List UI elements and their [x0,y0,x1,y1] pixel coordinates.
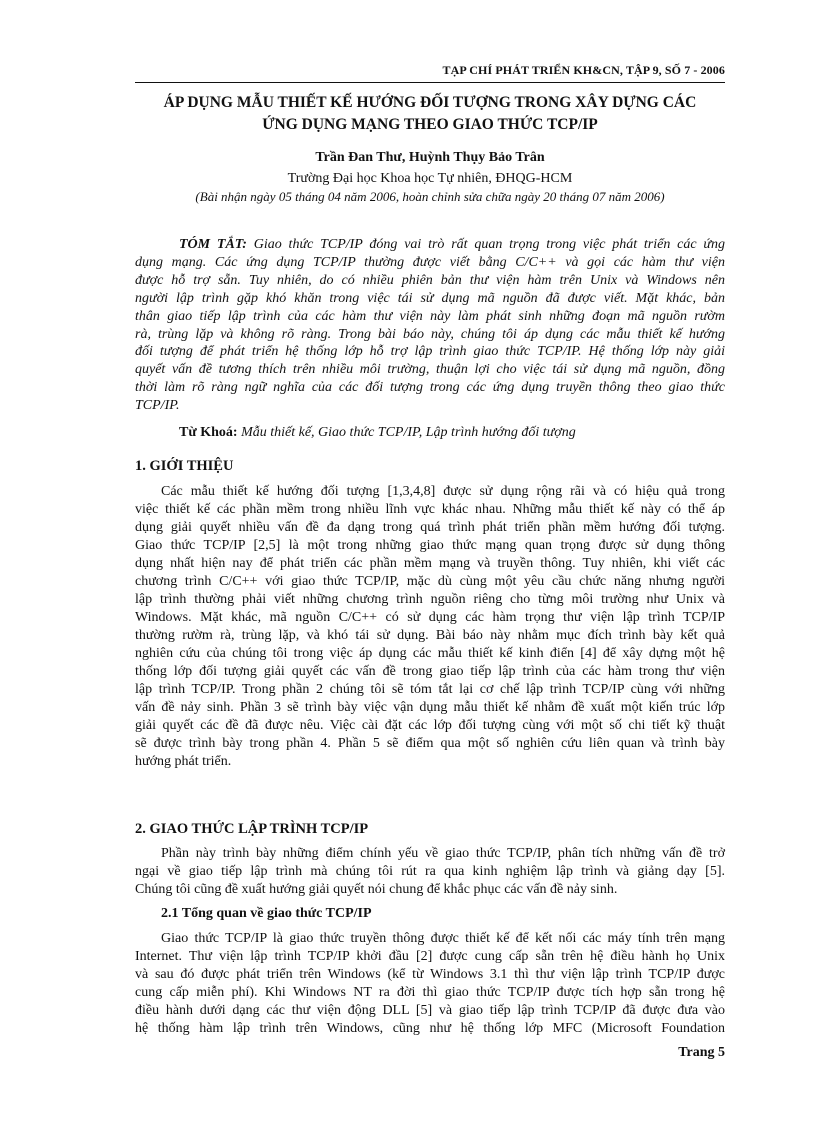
paragraph-line: thường rườm rà, trùng lặp, và khó tái sử dụng. Bài báo này nhằm mục đích trình bày kết quả [135,628,725,643]
abstract-line: dụng mạng. Các ứng dụng TCP/IP thường được viết bằng C/C++ và gọi các hàm thư viện [135,254,725,270]
journal-header: TẠP CHÍ PHÁT TRIỂN KH&CN, TẬP 9, SỐ 7 - 2006 [442,63,725,77]
paragraph-line: Windows. Mặt khác, mã nguồn C/C++ có sử dụng các hàm trọng thư viện lập trình TCP/IP [135,610,725,625]
abstract-line: được hỗ trợ sẵn. Tuy nhiên, do có nhiều phiên bản thư viện hàm trên Unix và Windows nên [135,272,725,288]
paragraph-line: Internet. Thư viện lập trình TCP/IP khởi đầu [2] được cung cấp sẵn trên hệ điều hành họ Unix [135,949,725,964]
abstract [135,236,725,415]
paragraph-line: vấn đề nảy sinh. Phần 3 sẽ trình bày việc vận dụng mẫu thiết kế nhằm đề xuất một kiến trúc lớp [135,700,725,715]
paragraph-line: dụng nhất hiện nay để phát triển các phần mềm mạng và truyền thông. Tuy nhiên, khi viết các [135,556,725,571]
paragraph-line: dụng giải quyết nhiều vấn đề đa dạng trong quá trình phát triển phần mềm hướng đối tượng. [135,520,725,535]
paragraph-line: lập trình thường phải viết những chương trình nguồn riêng cho từng môi trường như Unix và [135,592,725,607]
paper-title [135,92,725,136]
subsection-heading-overview: 2.1 Tổng quan về giao thức TCP/IP [161,906,372,921]
paragraph-line: cung cấp miễn phí). Khi Windows NT ra đời thì giao thức TCP/IP được tích hợp sẵn trong hệ [135,985,725,1000]
paragraph-line: Giao thức TCP/IP là giao thức truyền thông được thiết kế để kết nối các máy tính trên mạng [161,931,725,946]
abstract-line: thời làm rõ ràng ngữ nghĩa của các đối tượng trong các ứng dụng truyền thông theo giao thức [135,380,725,396]
paragraph-line: Phần này trình bày những điểm chính yếu về giao thức TCP/IP, phân tích những vấn đề trở [161,846,725,861]
page-number: Trang 5 [678,1045,725,1060]
abstract-label: TÓM TẮT: [179,237,247,252]
paragraph-line: giải quyết các đề đã được nêu. Việc cài đặt các lớp đối tượng cùng với một số chi tiết kỹ thuật [135,718,725,733]
received-date: (Bài nhận ngày 05 tháng 04 năm 2006, hoàn chỉnh sửa chữa ngày 20 tháng 07 năm 2006) [195,189,665,204]
paragraph-line: chương trình C/C++ với giao thức TCP/IP, mặc dù cùng một yêu cầu chức năng nhưng người [135,574,725,589]
paragraph-line: hệ thống hàm lập trình trên Windows, cũng như hệ thống lớp MFC (Microsoft Foundation [135,1021,725,1036]
paragraph-line: sẽ được trình bày trong phần 4. Phần 5 sẽ điểm qua một số nghiên cứu liên quan và trình bày [135,736,725,751]
abstract-line: rà, trùng lặp và không rõ ràng. Trong bài báo này, chúng tôi áp dụng các mẫu thiết kế hướng [135,326,725,342]
paragraph-line: và sau đó được phát triển trên Windows (kể từ Windows 3.1 thì thư viện lập trình TCP/IP được [135,967,725,982]
paragraph-line: Chúng tôi cũng đề xuất hướng giải quyết nói chung để khắc phục các vấn đề nảy sinh. [135,882,618,897]
abstract-line: TÓM TẮT: Giao thức TCP/IP đóng vai trò rất quan trọng trong việc phát triển các ứng [179,237,725,252]
section-heading-introduction: 1. GIỚI THIỆU [135,458,234,474]
abstract-line: đối tượng để phát triển hệ thống lớp hỗ trợ lập trình giao thức TCP/IP. Hệ thống lớp này giải [135,344,725,360]
paragraph-line: lập trình TCP/IP. Trong phần 2 chúng tôi sẽ tóm tắt lại cơ chế lập trình TCP/IP cùng với những [135,682,725,697]
abstract-line: người lập trình gặp khó khăn trong việc tái sử dụng mã nguồn đã được viết. Mặt khác, bản [135,290,725,306]
affiliation: Trường Đại học Khoa học Tự nhiên, ĐHQG-HCM [287,171,573,186]
paragraph-line: thống lớp đối tượng giải quyết các vấn đề trong giao tiếp lập trình của các hàm trong thư viện [135,664,725,679]
paper-page [135,0,725,1123]
paragraph-line: ngại về giao tiếp lập trình mà chúng tôi rút ra qua kinh nghiệm lập trình và giảng dạy [5]. [135,864,725,879]
header-rule [135,82,725,83]
paragraph-line: điều hành dưới dạng các thư viện động DLL [5] và giao tiếp lập trình TCP/IP đã được đưa vào [135,1003,725,1018]
title-line-1: ÁP DỤNG MẪU THIẾT KẾ HƯỚNG ĐỐI TƯỢNG TRONG XÂY DỰNG CÁC [163,94,697,111]
section-heading-tcpip: 2. GIAO THỨC LẬP TRÌNH TCP/IP [135,821,369,837]
introduction-paragraph [135,483,725,771]
paragraph-line: hướng phát triển. [135,754,232,769]
abstract-line: thân giao tiếp lập trình của các hàm thư viện này làm phát sinh những đoạn mã nguồn rườm [135,308,725,324]
paragraph-line: Giao thức TCP/IP [2,5] là một trong những giao thức mạng quan trọng được sử dụng thông [135,538,725,553]
overview-paragraph [135,930,725,1038]
title-line-2: ỨNG DỤNG MẠNG THEO GIAO THỨC TCP/IP [262,116,598,133]
paragraph-line: nghiên cứu của chúng tôi trong việc áp dụng các mẫu thiết kế kinh điển [4] để xây dựng một hệ [135,646,725,661]
authors: Trần Đan Thư, Huỳnh Thụy Bảo Trân [315,150,545,165]
keywords-label: Từ Khoá: [179,425,238,440]
abstract-line: TCP/IP. [135,398,180,414]
keywords [179,425,576,441]
paragraph-line: Các mẫu thiết kế hướng đối tượng [1,3,4,8] được sử dụng rộng rãi và có hiệu quả trong [161,484,725,499]
keywords-text: Mẫu thiết kế, Giao thức TCP/IP, Lập trình hướng đối tượng [237,425,576,440]
tcpip-paragraph [135,845,725,899]
abstract-line: quyết vấn đề tương thích trên nhiều môi trường, thuận lợi cho việc tái sử dụng mã nguồn, đồng [135,362,725,378]
paragraph-line: việc thiết kế các phần mềm trong nhiều lĩnh vực khác nhau. Những mẫu thiết kế này có thể áp [135,502,725,517]
